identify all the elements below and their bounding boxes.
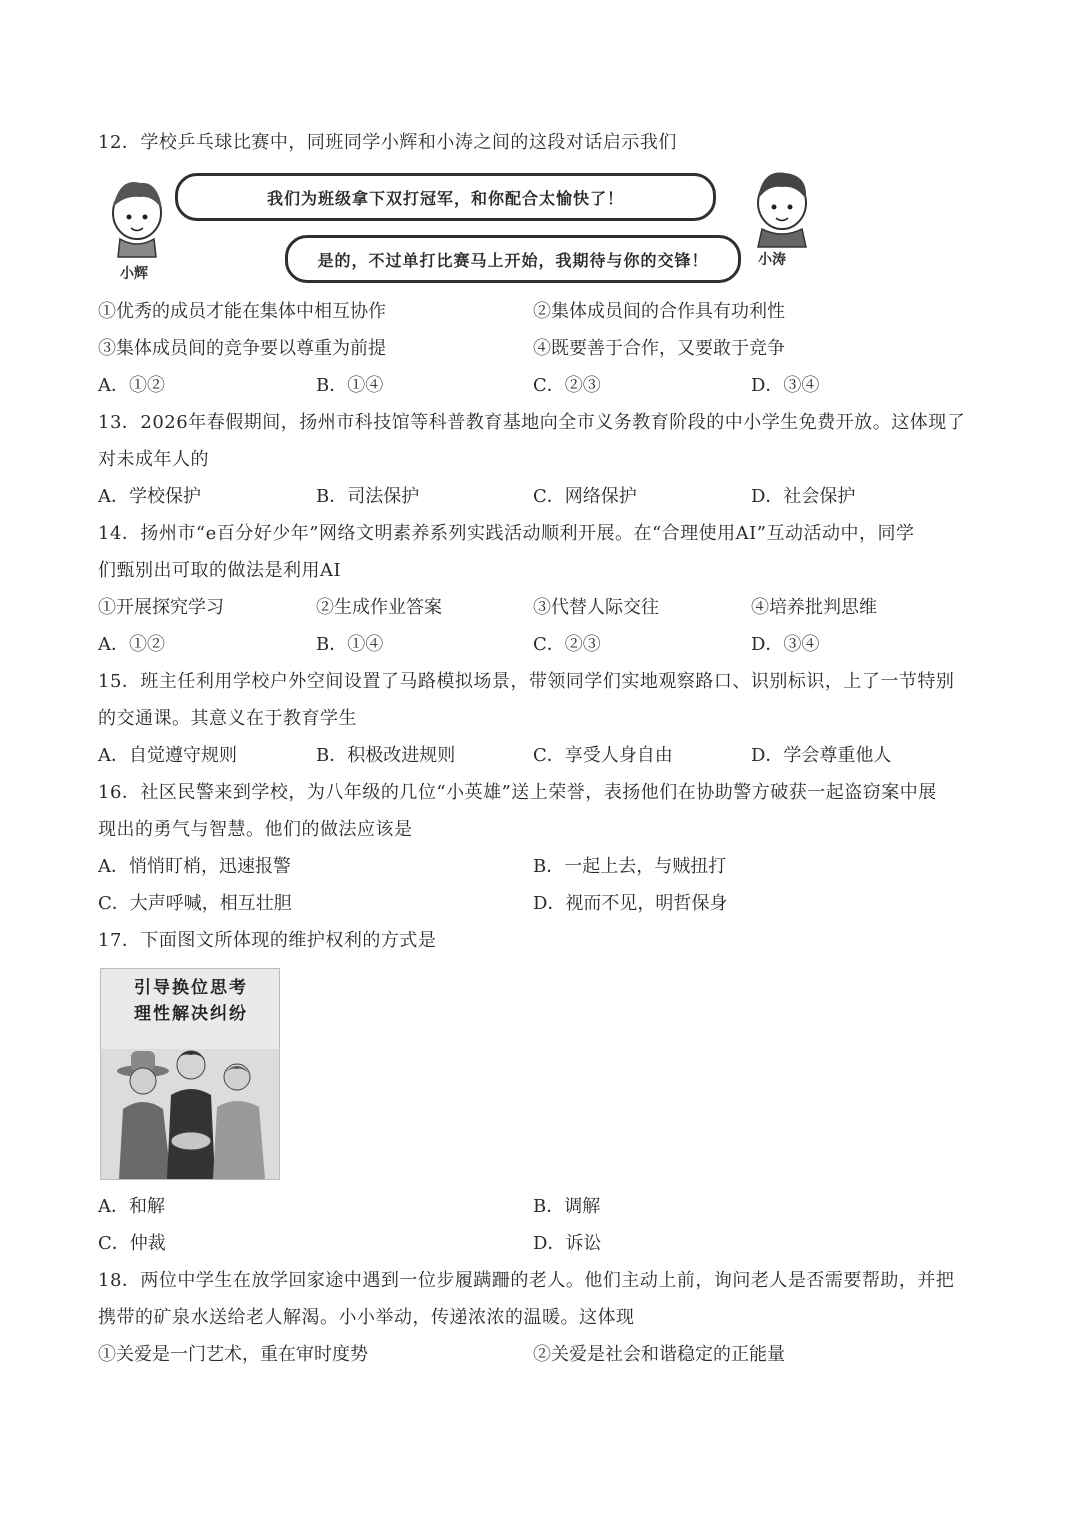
q18-statement-2: ②关爱是社会和谐稳定的正能量 <box>533 1344 785 1365</box>
q18-stem-line2: 携带的矿泉水送给老人解渴。小小举动，传递浓浓的温暖。这体现 <box>98 1307 635 1328</box>
q14-stem-line2: 们甄别出可取的做法是利用AI <box>98 560 342 581</box>
q17-stem: 17．下面图文所体现的维护权利的方式是 <box>98 930 437 951</box>
q13-option-b: B．司法保护 <box>316 486 420 507</box>
mediation-illustration <box>100 968 280 1180</box>
q13-stem-line2: 对未成年人的 <box>98 449 209 470</box>
q14-option-d: D．③④ <box>751 634 820 655</box>
q12-option-c: C．②③ <box>533 375 601 396</box>
q16-option-c: C．大声呼喊，相互壮胆 <box>98 893 292 914</box>
q15-option-b: B．积极改进规则 <box>316 745 456 766</box>
q14-option-b: B．①④ <box>316 634 384 655</box>
q15-option-c: C．享受人身自由 <box>533 745 673 766</box>
q13-option-d: D．社会保护 <box>751 486 856 507</box>
q14-statement-1: ①开展探究学习 <box>98 597 224 618</box>
q16-stem-line1: 16．社区民警来到学校，为八年级的几位“小英雄”送上荣誉，表扬他们在协助警方破获一起盗窃案中展 <box>98 782 937 803</box>
speech-bubble-2: 是的，不过单打比赛马上开始，我期待与你的交锋！ <box>285 235 741 283</box>
speaker-right-name: 小涛 <box>758 252 786 268</box>
q16-option-b: B．一起上去，与贼扭打 <box>533 856 727 877</box>
q14-stem-line1: 14．扬州市“e百分好少年”网络文明素养系列实践活动顺利开展。在“合理使用AI”互动活动中，同学 <box>98 523 915 544</box>
q17-option-c: C．仲裁 <box>98 1233 166 1254</box>
q17-option-a: A．和解 <box>98 1196 165 1217</box>
q13-option-c: C．网络保护 <box>533 486 637 507</box>
q13-option-a: A．学校保护 <box>98 486 201 507</box>
q12-statement-1: ①优秀的成员才能在集体中相互协作 <box>98 301 386 322</box>
q12-stem: 12．学校乒乓球比赛中，同班同学小辉和小涛之间的这段对话启示我们 <box>98 132 677 153</box>
q13-stem-line1: 13．2026年春假期间，扬州市科技馆等科普教育基地向全市义务教育阶段的中小学生免费开放。这体现了 <box>98 412 966 433</box>
q15-option-a: A．自觉遵守规则 <box>98 745 237 766</box>
image-title-line2: 理性解决纠纷 <box>134 1004 248 1024</box>
boy-xiaohui-icon <box>113 182 162 257</box>
q18-statement-1: ①关爱是一门艺术，重在审时度势 <box>98 1344 368 1365</box>
q14-option-a: A．①② <box>98 634 165 655</box>
q12-statement-3: ③集体成员间的竞争要以尊重为前提 <box>98 338 386 359</box>
q14-statement-4: ④培养批判思维 <box>751 597 877 618</box>
speech-bubble-1: 我们为班级拿下双打冠军，和你配合太愉快了！ <box>175 173 716 221</box>
q16-stem-line2: 现出的勇气与智慧。他们的做法应该是 <box>98 819 413 840</box>
q16-option-a: A．悄悄盯梢，迅速报警 <box>98 856 291 877</box>
q14-statement-2: ②生成作业答案 <box>316 597 442 618</box>
q12-option-b: B．①④ <box>316 375 384 396</box>
q14-statement-3: ③代替人际交往 <box>533 597 659 618</box>
q15-option-d: D．学会尊重他人 <box>751 745 892 766</box>
q17-option-b: B．调解 <box>533 1196 601 1217</box>
image-title-line1: 引导换位思考 <box>134 978 248 998</box>
q15-stem-line1: 15．班主任利用学校户外空间设置了马路模拟场景，带领同学们实地观察路口、识别标识，上了一节特别 <box>98 671 955 692</box>
q16-option-d: D．视而不见，明哲保身 <box>533 893 728 914</box>
speaker-left-name: 小辉 <box>120 266 148 282</box>
three-people-handshake-icon <box>101 1029 279 1179</box>
q18-stem-line1: 18．两位中学生在放学回家途中遇到一位步履蹒跚的老人。他们主动上前，询问老人是否需要帮助，并把 <box>98 1270 955 1291</box>
q15-stem-line2: 的交通课。其意义在于教育学生 <box>98 708 357 729</box>
q12-statement-4: ④既要善于合作，又要敢于竞争 <box>533 338 785 359</box>
dialog-illustration <box>100 165 820 290</box>
q12-option-d: D．③④ <box>751 375 820 396</box>
q17-option-d: D．诉讼 <box>533 1233 602 1254</box>
q12-statement-2: ②集体成员间的合作具有功利性 <box>533 301 785 322</box>
boy-xiaotao-icon <box>758 173 806 247</box>
q14-option-c: C．②③ <box>533 634 601 655</box>
q12-option-a: A．①② <box>98 375 165 396</box>
